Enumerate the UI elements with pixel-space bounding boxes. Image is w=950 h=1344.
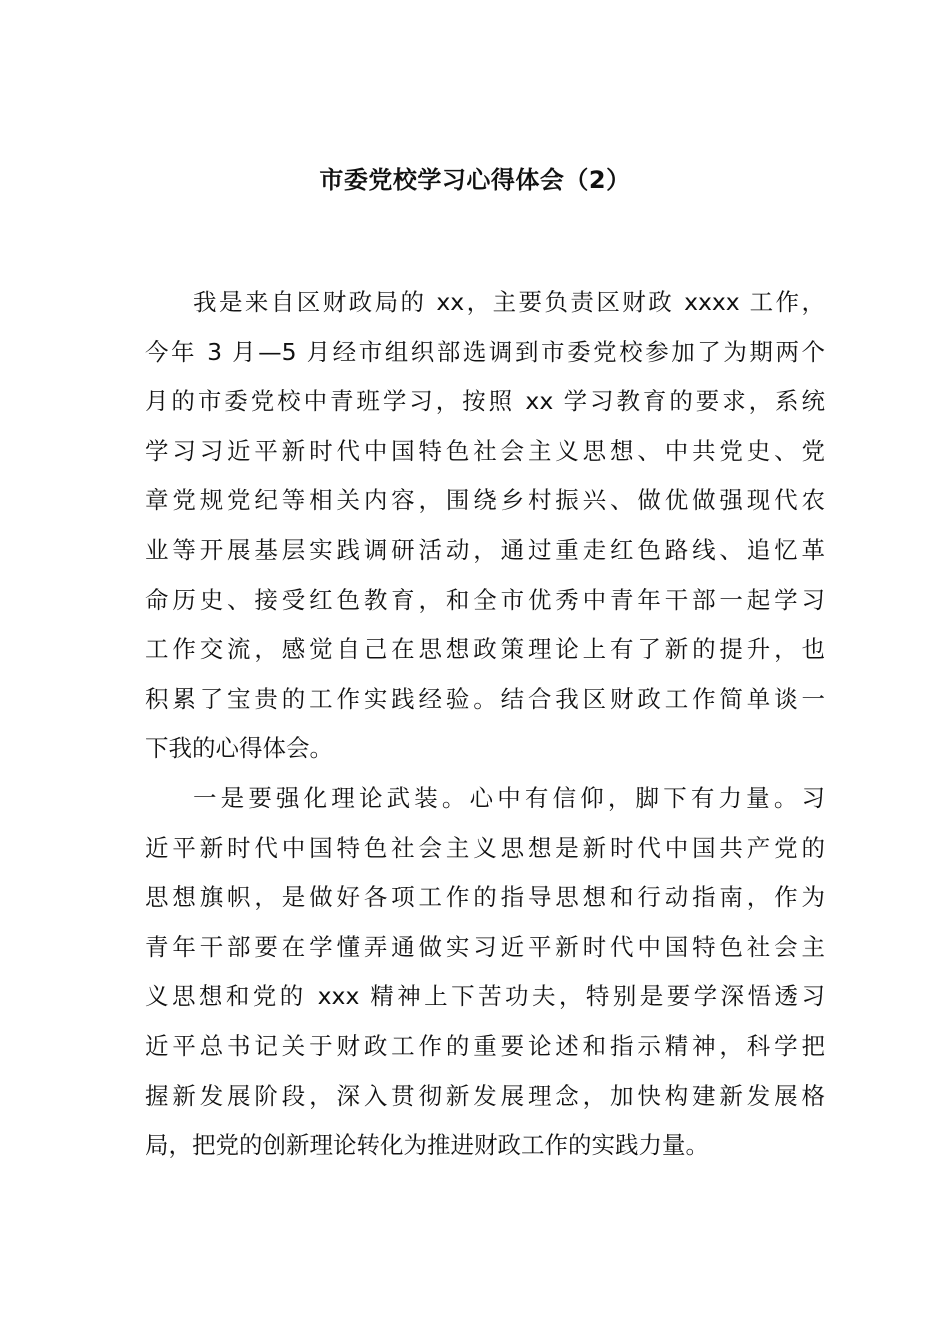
- paragraph-line: 学习习近平新时代中国特色社会主义思想、中共党史、党: [145, 436, 825, 465]
- paragraph-line: 一是要强化理论武装。心中有信仰，脚下有力量。习: [193, 783, 825, 812]
- paragraph-line: 局，把党的创新理论转化为推进财政工作的实践力量。: [145, 1131, 709, 1160]
- paragraph-line: 章党规党纪等相关内容，围绕乡村振兴、做优做强现代农: [145, 486, 825, 515]
- paragraph-line: 积累了宝贵的工作实践经验。结合我区财政工作简单谈一: [145, 684, 825, 713]
- paragraph-line: 命历史、接受红色教育，和全市优秀中青年干部一起学习: [145, 585, 825, 614]
- paragraph-line: 工作交流，感觉自己在思想政策理论上有了新的提升，也: [145, 635, 825, 664]
- paragraph-line: 月的市委党校中青班学习，按照 xx 学习教育的要求，系统: [145, 387, 825, 416]
- paragraph-line: 思想旗帜，是做好各项工作的指导思想和行动指南，作为: [145, 883, 825, 912]
- paragraph-line: 下我的心得体会。: [145, 734, 333, 763]
- document-body: [145, 278, 825, 1171]
- paragraph-line: 今年 3 月—5 月经市组织部选调到市委党校参加了为期两个: [145, 337, 825, 366]
- paragraph-line: 业等开展基层实践调研活动，通过重走红色路线、追忆革: [145, 535, 825, 564]
- paragraph: [145, 278, 825, 774]
- paragraph-line: 我是来自区财政局的 xx，主要负责区财政 xxxx 工作，: [193, 288, 825, 316]
- paragraph-line: 握新发展阶段，深入贯彻新发展理念，加快构建新发展格: [145, 1081, 825, 1110]
- paragraph-line: 近平总书记关于财政工作的重要论述和指示精神，科学把: [145, 1031, 825, 1060]
- paragraph-line: 近平新时代中国特色社会主义思想是新时代中国共产党的: [145, 833, 825, 862]
- paragraph: [145, 774, 825, 1171]
- document-title: 市委党校学习心得体会（2）: [319, 166, 631, 194]
- paragraph-line: 义思想和党的 xxx 精神上下苦功夫，特别是要学深悟透习: [145, 982, 825, 1011]
- paragraph-line: 青年干部要在学懂弄通做实习近平新时代中国特色社会主: [145, 932, 825, 961]
